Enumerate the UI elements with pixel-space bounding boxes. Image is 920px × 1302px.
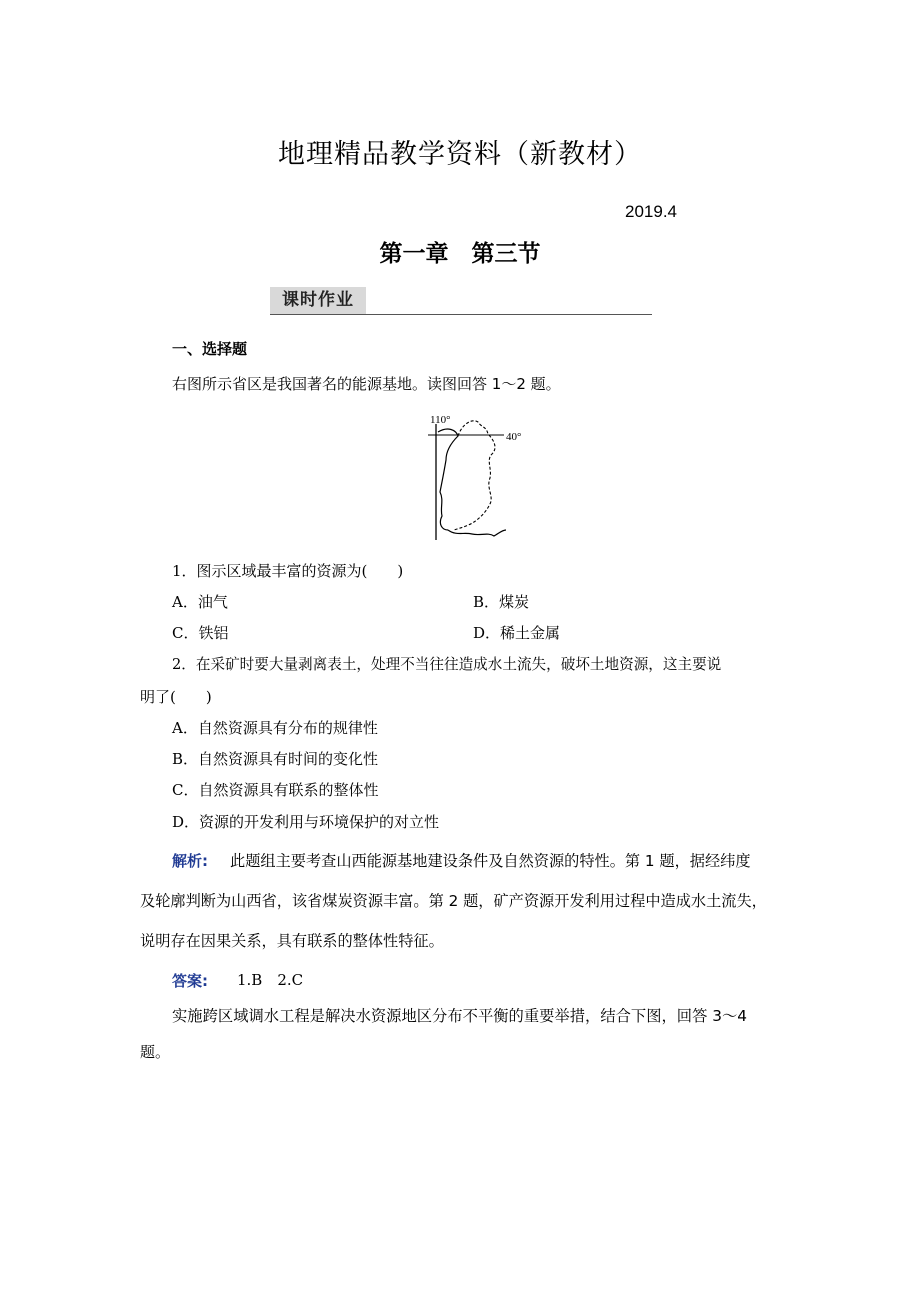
yellow-river-south [448,530,506,536]
q2-option-a: A．自然资源具有分布的规律性 [172,719,378,737]
homework-badge: 课时作业 [270,287,366,314]
intro-q3-4-line2: 题。 [140,1043,171,1061]
answer-label: 答案: [172,972,208,990]
q2-option-b: B．自然资源具有时间的变化性 [172,750,379,768]
answer-value: 1.B 2.C [237,971,304,989]
chapter-heading: 第一章 第三节 [379,241,541,267]
q1-option-b: B．煤炭 [473,593,530,611]
longitude-label: 110° [430,414,451,426]
q1-option-d: D．稀土金属 [473,624,561,642]
document-date: 2019.4 [625,202,677,221]
q2-stem-line1: 2．在采矿时要大量剥离表土，处理不当往往造成水土流失，破坏土地资源，这主要说 [172,656,722,673]
intro-q1-2: 右图所示省区是我国著名的能源基地。读图回答 1～2 题。 [172,375,561,393]
analysis-label: 解析: [172,852,208,870]
intro-q3-4-line1: 实施跨区域调水工程是解决水资源地区分布不平衡的重要举措，结合下图，回答 3～4 [172,1007,748,1025]
badge-underline [270,314,652,315]
west-boundary [438,429,458,530]
analysis-line3: 说明存在因果关系，具有联系的整体性特征。 [140,932,444,950]
analysis-line1: 此题组主要考查山西能源基地建设条件及自然资源的特性。第 1 题，据经纬度 [230,852,751,870]
east-boundary [454,421,495,530]
q1-option-c: C．铁铝 [172,624,229,642]
section-heading: 一、选择题 [172,340,248,358]
q2-option-c: C．自然资源具有联系的整体性 [172,781,379,799]
q2-option-d: D．资源的开发利用与环境保护的对立性 [172,813,440,831]
document-title: 地理精品教学资料（新教材） [278,139,642,170]
q2-stem-line2: 明了( ) [140,688,212,706]
q1-stem: 1．图示区域最丰富的资源为( ) [172,562,404,580]
q1-option-a: A．油气 [172,593,228,611]
latitude-label: 40° [506,431,522,443]
shanxi-map [420,408,530,543]
analysis-line2: 及轮廓判断为山西省，该省煤炭资源丰富。第 2 题，矿产资源开发利用过程中造成水土流失， [140,892,767,910]
